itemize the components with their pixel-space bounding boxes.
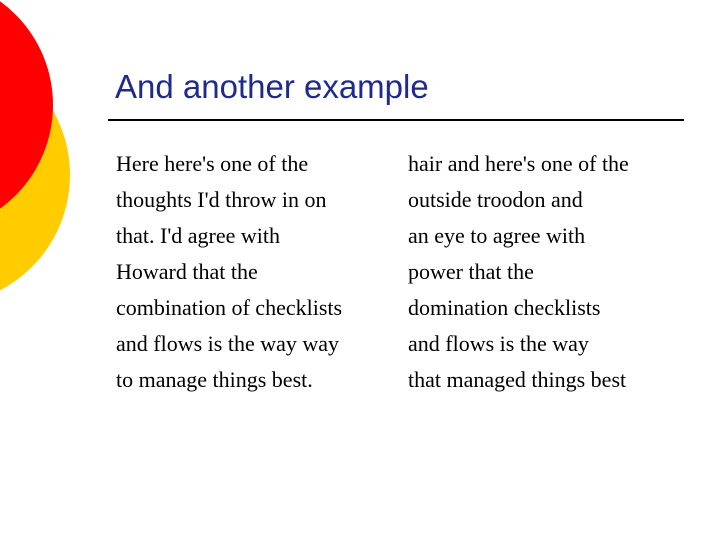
left-text-column (116, 146, 386, 398)
decorative-circles (0, 0, 120, 300)
title-underline (108, 119, 684, 121)
right-line: domination checklists (408, 295, 601, 320)
left-line: thoughts I'd throw in on (116, 187, 327, 212)
left-line: Here here's one of the (116, 151, 309, 176)
right-line: power that the (408, 259, 534, 284)
left-line: that. I'd agree with (116, 223, 281, 248)
left-line: to manage things best. (116, 367, 313, 392)
right-line: and flows is the way (408, 331, 589, 356)
left-line: combination of checklists (116, 295, 343, 320)
right-text-column (408, 146, 678, 398)
right-line: hair and here's one of the (408, 151, 629, 176)
right-line: an eye to agree with (408, 223, 586, 248)
slide-title: And another example (115, 68, 429, 105)
left-line: and flows is the way way (116, 331, 340, 356)
left-line: Howard that the (116, 259, 258, 284)
right-line: that managed things best (408, 367, 627, 392)
right-line: outside troodon and (408, 187, 583, 212)
